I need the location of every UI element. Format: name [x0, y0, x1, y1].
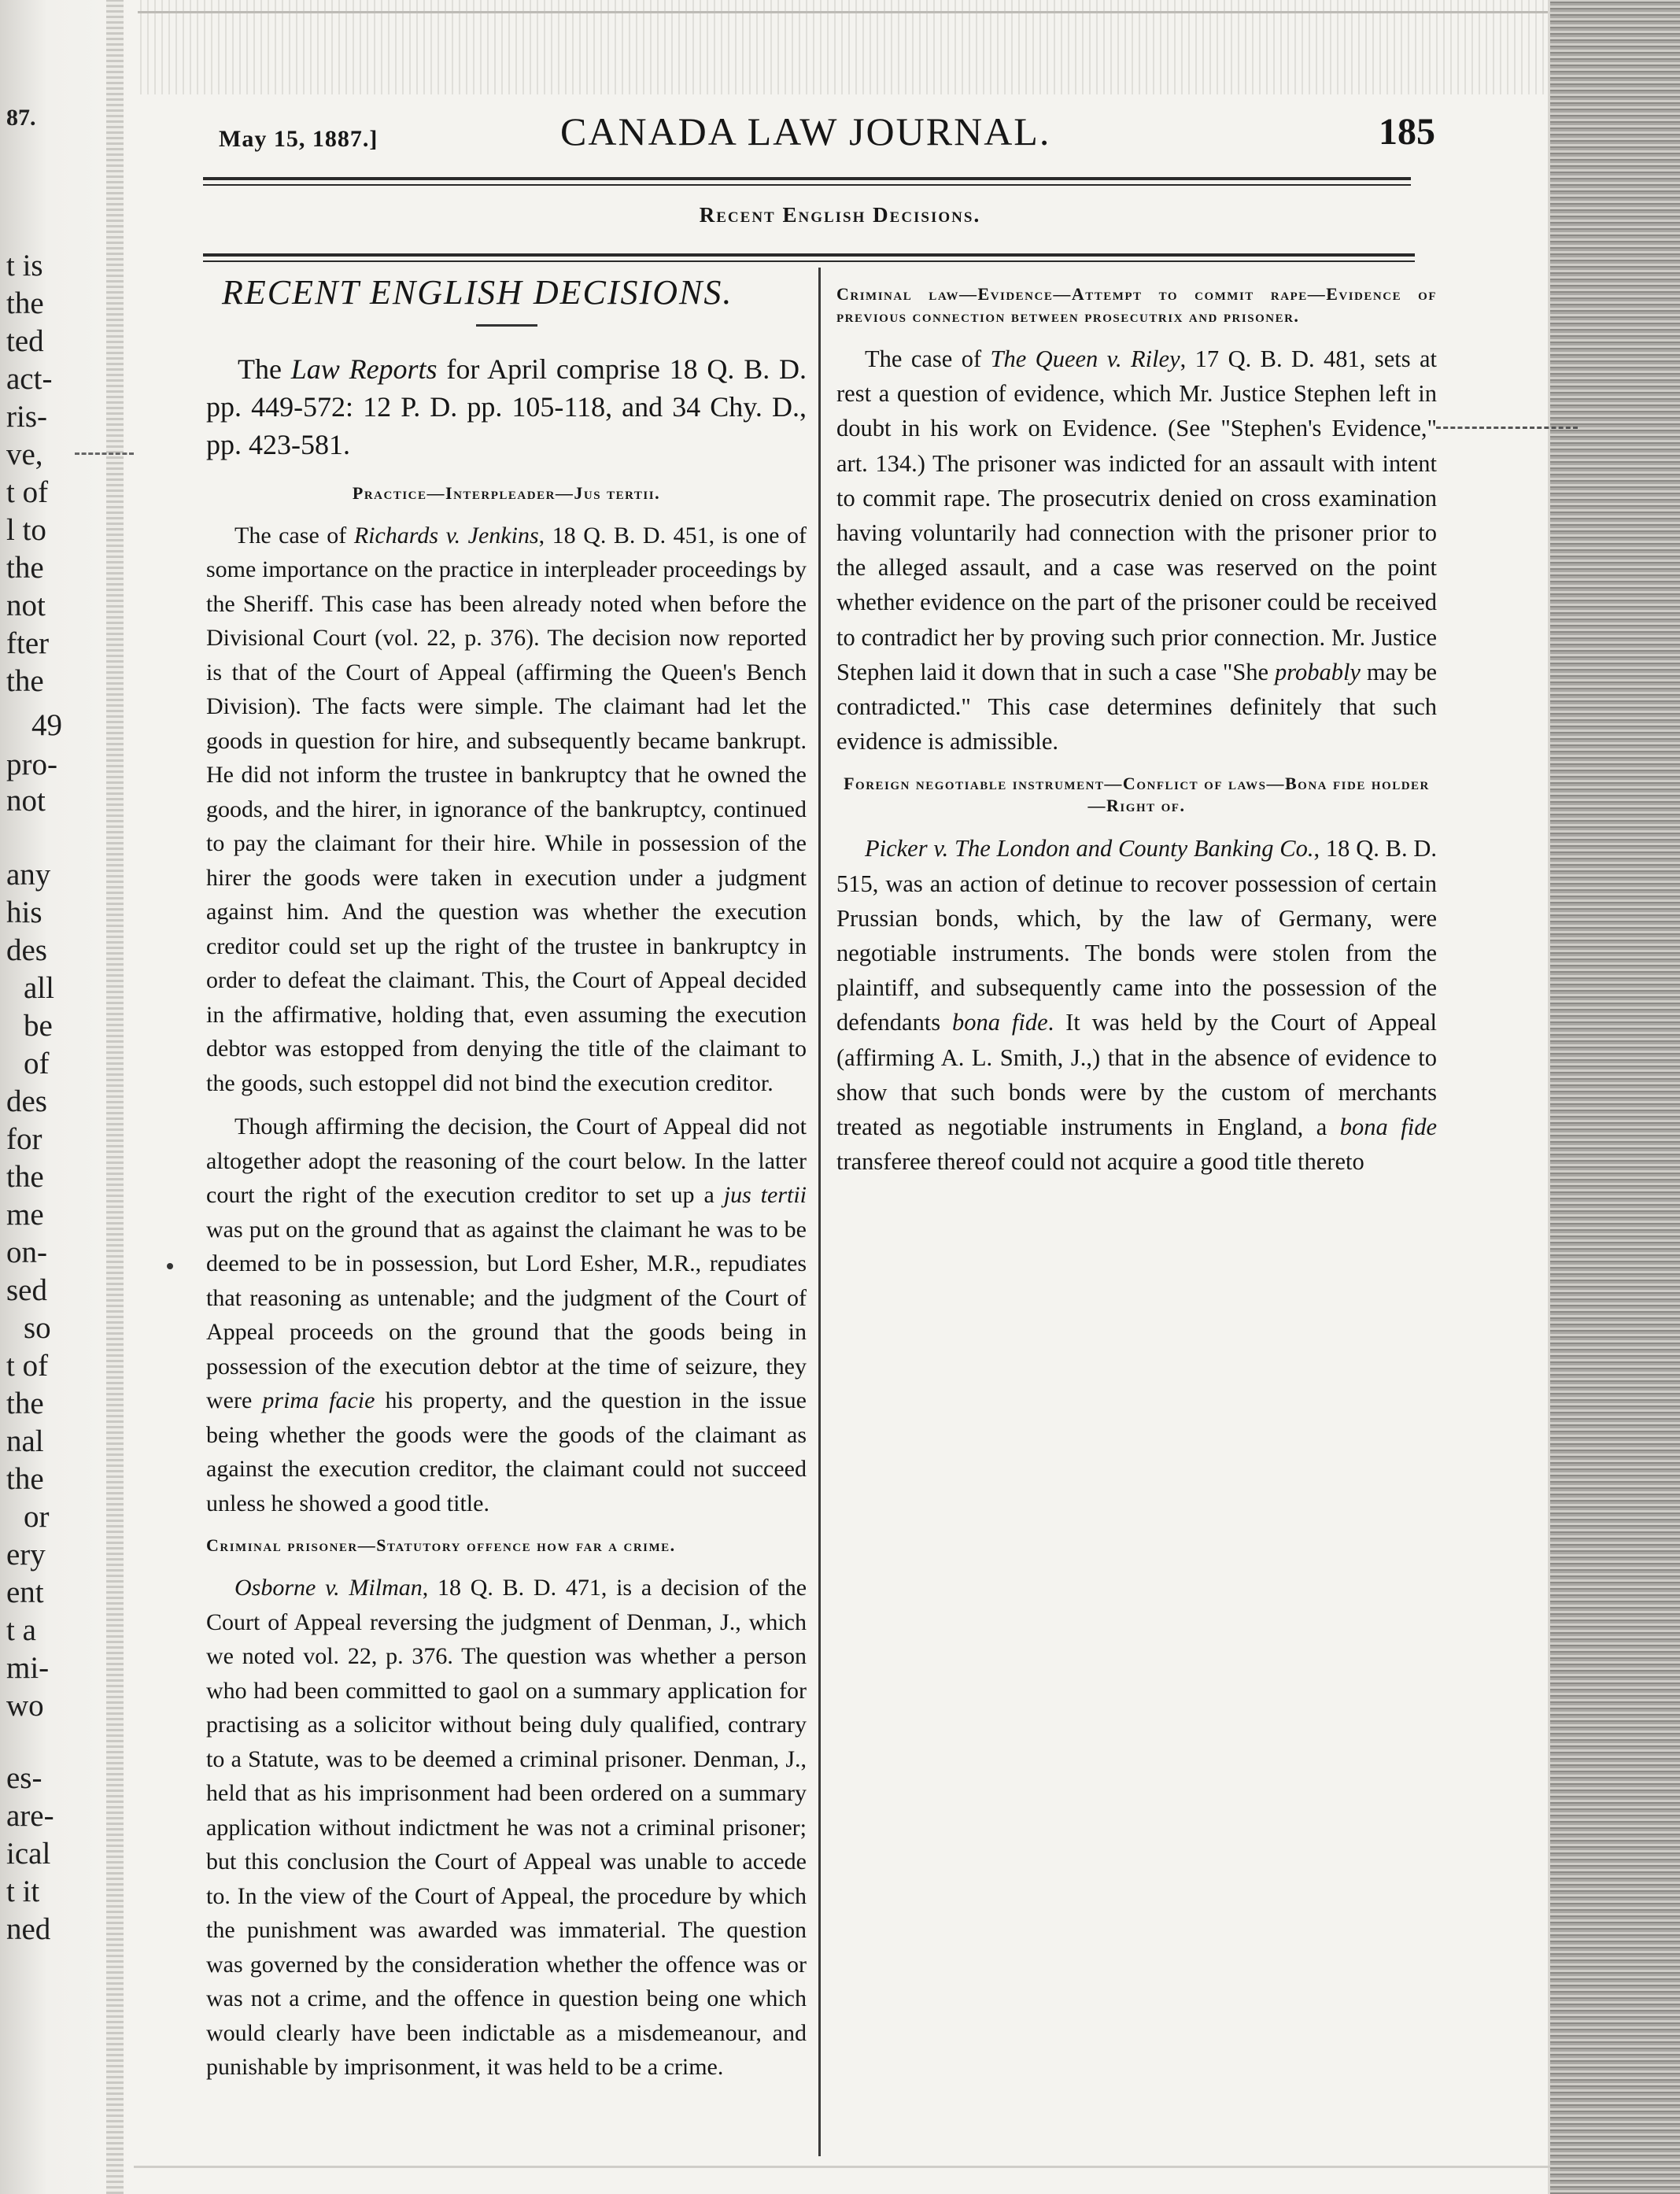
text-run: for April comprise 18 Q. B. D. pp. 449-572: 12 P. D. pp. 105-118, and 34 Chy. D., pp. 423-581.	[206, 353, 807, 460]
scan-top-line	[126, 11, 1558, 13]
margin-fragment: mi-	[6, 1651, 50, 1685]
margin-fragment: wo	[6, 1689, 44, 1723]
left-column	[206, 269, 807, 2085]
scan-right-edge	[1550, 0, 1680, 2194]
case-paragraph	[836, 831, 1437, 1179]
text-run: was put on the ground that as against the claimant he was to be deemed to be in possession, but Lord Esher, M.R., repudiates that reasoning as untenable; and the judgment of the Court of Appeal proceeds on the ground that the goods being in possession of the execution debtor at the time of seizure, they were	[206, 1216, 807, 1413]
column-divider	[818, 268, 821, 2156]
case-paragraph	[836, 342, 1437, 759]
case-paragraph	[206, 1110, 807, 1520]
page-number: 185	[1379, 111, 1435, 153]
margin-fragment: ted	[6, 324, 44, 358]
text-run-italic: Richards v. Jenkins	[353, 522, 539, 548]
margin-fragment: act-	[6, 362, 53, 396]
case-heading: Criminal law—Evidence—Attempt to commit rape—Evidence of previous connection between prosecutrix and prisoner.	[836, 284, 1437, 326]
title-rule	[476, 324, 537, 327]
journal-title: CANADA LAW JOURNAL.	[560, 109, 1051, 153]
margin-fragment: l to	[6, 513, 46, 547]
margin-fragment: ical	[6, 1837, 51, 1871]
margin-fragment: sed	[6, 1273, 47, 1307]
section-rule-thin	[203, 260, 1415, 262]
margin-fragment: ned	[6, 1912, 51, 1946]
margin-fragment: are-	[6, 1799, 54, 1833]
running-date: May 15, 1887.]	[219, 126, 378, 152]
text-run-italic: Law Reports	[290, 353, 438, 385]
margin-dash-mark	[75, 452, 134, 455]
margin-fragment: des	[6, 1084, 47, 1118]
section-rule	[203, 253, 1415, 257]
margin-fragment: ve,	[6, 438, 43, 471]
text-run: . It was held by the Court of Appeal (affirming A. L. Smith, J.,) that in the absence of evidence to show that such bonds were by the custom of merchants treated as negotiable instruments in England, a	[836, 1009, 1437, 1141]
spacer	[206, 1100, 807, 1110]
margin-fragment: or	[24, 1500, 50, 1534]
header-rule-thin	[203, 184, 1411, 186]
margin-fragment: on-	[6, 1236, 47, 1269]
margin-fragment: ery	[6, 1538, 46, 1572]
text-run-italic: The Queen v. Riley	[990, 345, 1180, 372]
text-run-italic: probably	[1274, 658, 1361, 685]
margin-fragment: the	[6, 286, 44, 320]
text-run: , 18 Q. B. D. 515, was an action of detinue to recover possession of certain Prussian bonds, which, by the law of Germany, were negotiable instruments. The bonds were stolen from the plaintiff, and subsequently came into the possession of the defendants	[836, 835, 1437, 1036]
intro-paragraph	[206, 350, 807, 464]
article-title: RECENT ENGLISH DECISIONS.	[222, 273, 733, 312]
case-heading: Criminal prisoner—Statutory offence how far a crime.	[206, 1535, 676, 1555]
right-dash-mark	[1436, 427, 1578, 429]
margin-fragment: t is	[6, 249, 43, 283]
header-rule	[203, 177, 1411, 180]
margin-fragment: fter	[6, 626, 50, 660]
margin-fragment: 49	[31, 708, 62, 742]
margin-fragment: be	[24, 1009, 53, 1043]
ink-dot	[167, 1263, 173, 1269]
text-run: The case of	[865, 345, 991, 372]
margin-fragment: of	[24, 1047, 50, 1080]
text-run-italic: bona fide	[1339, 1114, 1437, 1141]
text-run-italic: jus tertii	[723, 1182, 807, 1208]
text-run-italic: bona fide	[952, 1009, 1048, 1036]
margin-fragment: t of	[6, 1349, 49, 1383]
section-header: Recent English Decisions.	[699, 203, 981, 227]
text-run: , 18 Q. B. D. 451, is one of some importance on the practice in interpleader proceedings by the Sheriff. This case has been already noted when before the Divisional Court (vol. 22, p. 376). The decision now reported is that of the Court of Appeal (affirming the Queen's Bench Division). The facts were simple. The claimant had let the goods in question for hire, and subsequently became bankrupt. He did not inform the trustee in bankruptcy that he owned the goods, and the hirer, in ignorance of the bankruptcy, continued to pay the claimant for their hire. While in possession of the hirer the goods were taken in execution under a judgment against him. And the question was whether the execution creditor could set up the right of the trustee in bankruptcy in order to defeat the claimant. This, the Court of Appeal decided in the affirmative, holding that, even assuming the execution debtor was estopped from denying the title of the claimant to the goods, such estoppel did not bind the execution creditor.	[206, 522, 807, 1096]
margin-fragment: the	[6, 1160, 44, 1194]
scan-left-strip	[106, 0, 124, 2194]
margin-fragment: t it	[6, 1875, 40, 1908]
text-run: may be contradicted." This case determines definitely that such evidence is admissible.	[836, 658, 1437, 755]
text-run: The	[238, 353, 291, 385]
text-run-italic: prima facie	[262, 1387, 375, 1413]
margin-fragment: not	[6, 784, 46, 818]
text-run: his property, and the question in the issue being whether the goods were the goods of the claimant as against the execution creditor, the claimant could not succeed unless he showed a good title.	[206, 1387, 807, 1516]
scan-bottom-line	[134, 2166, 1550, 2168]
margin-fragment: all	[24, 971, 54, 1005]
margin-fragment: t a	[6, 1613, 36, 1647]
margin-fragment: his	[6, 896, 42, 929]
text-run: transferee thereof could not acquire a good title thereto	[836, 1148, 1364, 1176]
case-paragraph	[206, 1571, 807, 2085]
margin-fragment: es-	[6, 1761, 42, 1795]
margin-fragment: the	[6, 551, 44, 585]
margin-fragment: so	[24, 1311, 51, 1345]
margin-fragment: ris-	[6, 400, 47, 434]
margin-fragment: 87.	[6, 105, 36, 131]
margin-fragment: ent	[6, 1575, 44, 1609]
margin-fragment: t of	[6, 475, 49, 509]
text-run-italic: Picker v. The London and County Banking Co.	[865, 835, 1314, 862]
margin-fragment: the	[6, 1387, 44, 1420]
text-run: , 17 Q. B. D. 481, sets at rest a question of evidence, which Mr. Justice Stephen left in doubt in his work on Evidence. (See "Stephen's Evidence," art. 134.) The prisoner was indicted for an assault with intent to commit rape. The prosecutrix denied on cross examination having voluntarily had connection with the prisoner prior to the alleged assault, and a case was reserved on the point whether evidence on the part of the prisoner could be received to contradict her by proving such prior connection. Mr. Justice Stephen laid it down that in such a case "She	[836, 345, 1437, 685]
margin-fragment: pro-	[6, 748, 57, 781]
text-run: , 18 Q. B. D. 471, is a decision of the Court of Appeal reversing the judgment of Denman, J., which we noted vol. 22, p. 376. The question was whether a person who had been committed to gaol on a summary application for practising as a solicitor without being duly qualified, contrary to a Statute, was to be deemed a criminal prisoner. Denman, J., held that as his imprisonment had been ordered on a summary application without indictment he was not a criminal prisoner; but this conclusion the Court of Appeal was unable to accede to. In the view of the Court of Appeal, the procedure by which the punishment was awarded was immaterial. The question was governed by the consideration whether the offence was or was not a crime, and the offence in question being one which would clearly have been indictable as a misdemeanour, and punishable by imprisonment, it was held to be a crime.	[206, 1575, 807, 2080]
margin-fragment: me	[6, 1198, 44, 1232]
margin-fragment: the	[6, 1462, 44, 1496]
margin-fragment: any	[6, 858, 51, 892]
margin-fragment: the	[6, 664, 44, 698]
margin-fragment: for	[6, 1122, 42, 1156]
right-column	[836, 269, 1437, 1179]
text-run: Though affirming the decision, the Court of Appeal did not altogether adopt the reasoning of the court below. In the latter court the right of the execution creditor to set up a	[206, 1114, 807, 1208]
text-run-italic: Osborne v. Milman	[234, 1575, 423, 1601]
case-heading: Practice—Interpleader—Jus tertii.	[352, 482, 661, 503]
text-run: The case of	[234, 522, 354, 548]
margin-fragment: des	[6, 933, 47, 967]
margin-fragment: nal	[6, 1424, 44, 1458]
margin-fragment: not	[6, 589, 46, 622]
scan-top-edge	[126, 0, 1558, 94]
case-heading: Foreign negotiable instrument—Conflict of laws—Bona fide holder—Right of.	[844, 774, 1430, 816]
case-paragraph	[206, 519, 807, 1101]
